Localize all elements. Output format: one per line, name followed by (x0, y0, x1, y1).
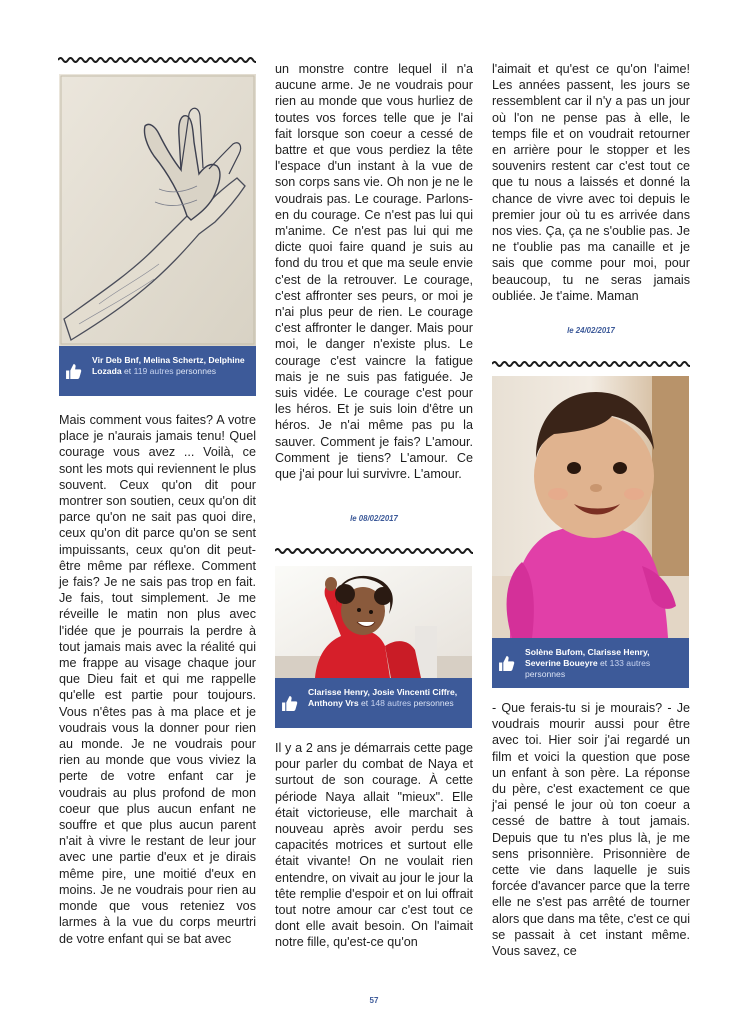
thumbs-up-icon (65, 363, 82, 380)
likes-caption (275, 678, 472, 728)
wavy-divider (492, 360, 690, 368)
post-date: le 24/02/2017 (567, 326, 615, 335)
page-number: 57 (369, 996, 379, 1005)
liker-names[interactable]: Solène Bufom, Clarisse Henry, Severine Boueyre (525, 647, 650, 668)
baby-photo-pink-shirt (492, 376, 689, 638)
wavy-divider (58, 56, 256, 64)
column-2-text-top (275, 61, 473, 482)
likes-caption (59, 346, 256, 396)
paragraph: Il y a 2 ans je démarrais cette page pour parler du combat de Naya et surtout de son courage. À cette période Naya allait "mieux". Elle était victorieuse, elle marchait à nouveau après avoir perdu ses capacités motrices et surtout elle était vivante! On ne voulait rien entendre, on vivait au jour le jour la tête remplie d'espoir et on lui offrait tout notre amour car c'est tout ce dont elle avait besoin. On l'aimait notre fille, qu'est-ce qu'on (275, 741, 473, 950)
others-label: personnes (525, 669, 566, 679)
wavy-divider (275, 547, 473, 555)
thumbs-up-icon (281, 695, 298, 712)
column-1-text (59, 412, 256, 947)
and-label: et (600, 658, 608, 668)
liker-names[interactable]: Vir Deb Bnf, Melina Schertz, Delphine Lozada (92, 355, 245, 376)
praying-hands-sketch (59, 74, 256, 346)
others-label: personnes (175, 366, 217, 376)
paragraph: Mais comment vous faites? A votre place je n'aurais jamais tenu! Quel courage vous avez ... Voilà, ce sont les mots qui reviennent le plus souvent. Ceux qu'on dit pour montrer son soutien, ceux qu'on dit parce qu'on ne sait pas quoi dire, ceux qu'on dit parce qu'on se sent impuissants, ceux qu'on dit peut-être même par réflexe. Comment je fais? Je ne sais pas trop en fait. Je fais, tout simplement. Je me réveille le matin non plus avec l'idée que je pourrais la perdre à tout jamais mais avec la réalité qui me frappe au visage chaque jour que Dieu fait et qui me rappelle qu'elle est partie pour toujours. Vous n'êtes pas à ma place et je voudrais vous la donner pour rien au monde. Je ne voudrais pour rien au monde que vous viviez la perte de votre enfant car je voudrais au plus profond de mon coeur que plus aucun enfant ne souffre et que plus aucun parent n'ait à vivre le restant de leur jour avec une partie d'eux et je dirais même pire, une moitié d'eux en moins. Je ne voudrais pour rien au monde que vous reteniez vos larmes à la vue du corps meurtri de votre enfant qui se bat avec (59, 413, 256, 946)
column-2-text-bottom (275, 740, 473, 951)
likes-caption (492, 638, 689, 688)
others-count[interactable]: 133 autres (609, 658, 651, 668)
liker-names[interactable]: Clarisse Henry, Josie Vincenti Ciffre, Anthony Vrs (308, 687, 458, 708)
others-count[interactable]: 148 autres (370, 698, 412, 708)
others-label: personnes (413, 698, 454, 708)
and-label: et (361, 698, 369, 708)
column-3-text-bottom (492, 700, 690, 959)
thumbs-up-icon (498, 655, 515, 672)
child-photo-red-shirt (275, 566, 472, 678)
others-count[interactable]: 119 autres (133, 366, 174, 376)
paragraph: l'aimait et qu'est ce qu'on l'aime! Les années passent, les jours se ressemblent car il n'y a pas un jour où l'on ne pense pas à elle, le temps file et on voudrait retourner en arrière pour le stopper et les souvenirs restent car c'est tout ce que tu nous a laissés et donné la chance de vivre avec toi depuis le premier jour où tu es arrivée dans nos vies. Ça, ça ne s'oublie pas. Je ne t'oublie pas ma canaille et je sais que comme pour moi, pour beaucoup, tu ne seras jamais oubliée. Je t'aime. Maman (492, 62, 690, 303)
post-date: le 08/02/2017 (350, 514, 398, 523)
paragraph: - Que ferais-tu si je mourais? - Je voudrais mourir aussi pour être avec toi. Hier soir j'ai regardé un film et voici la question que pose un enfant à son père. La réponse du père, c'est exactement ce que j'ai pensé le jour où ton coeur a cessé de battre à tout jamais. Depuis que tu n'es plus là, je me sens prisonnière. Prisonnière de cette vie dans laquelle je suis forcée d'avancer parce que la terre elle ne s'est pas arrêté de tourner alors que dans ma tête, c'est ce qui se passait à cet instant même. Vous savez, ce (492, 701, 690, 959)
and-label: et (124, 366, 132, 376)
paragraph: un monstre contre lequel il n'a aucune arme. Je ne voudrais pour rien au monde que vous hurliez de toutes vos forces telle que je l'ai fait lorsque son coeur a cessé de battre et que vous perdiez la tête l'espace d'un instant à la vue de son corps sans vie. Oh non je ne le voudrais pas. Le courage. Parlons-en du courage. Ce n'est pas lui qui m'anime. Ce n'est pas lui qui me dicte quoi faire quand je suis au fond du trou et que ma seule envie c'est de la retrouver. Le courage, c'est affronter ses peurs, or moi je n'ai plus peur de rien. Le courage c'est affronter le danger. Mais pour moi, le danger n'existe plus. Le courage c'est vaincre la fatigue mais je ne suis pas fatiguée. Je suis vidée. Le courage c'est pour les héros. Et je suis loin d'être un héros. Je n'ai même pas pu la sauver. Comment je fais? L'amour. Comment je tiens? L'amour. Ce que j'ai pour lui survivre. L'amour. (275, 62, 473, 482)
column-3-text-top (492, 61, 690, 304)
